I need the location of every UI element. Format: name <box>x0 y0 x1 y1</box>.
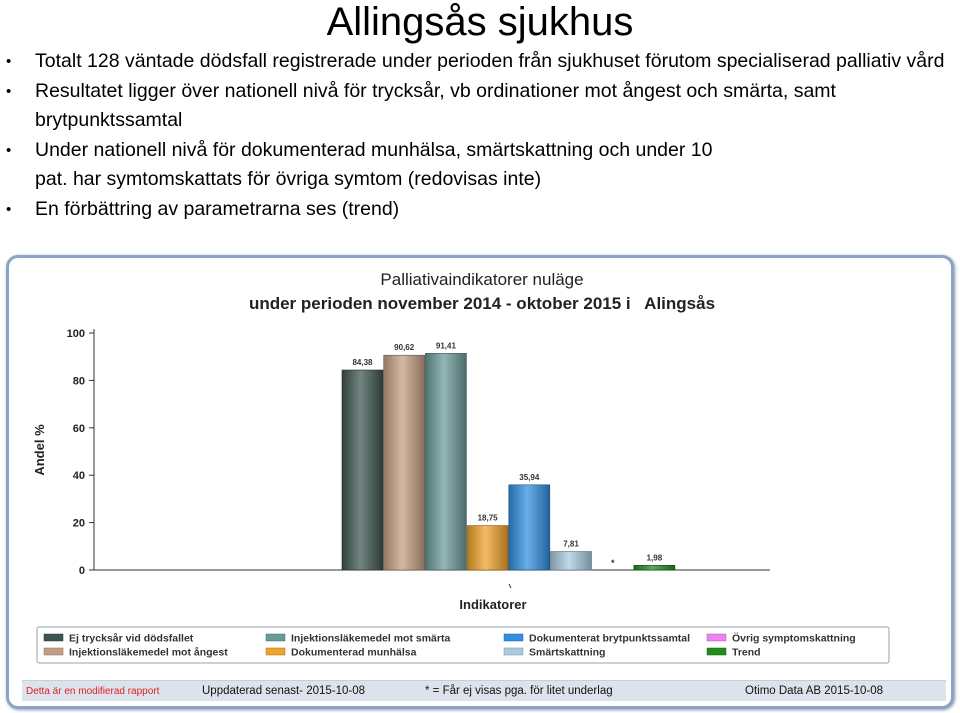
bar <box>509 485 550 570</box>
bullet-dot-icon: • <box>6 200 12 218</box>
legend-label: Dokumenterad munhälsa <box>291 646 417 659</box>
footer-source: Otimo Data AB 2015-10-08 <box>745 685 884 697</box>
footer-modified-note: Detta är en modifierad rapport <box>26 686 160 697</box>
bar <box>425 353 466 570</box>
bullet-text: En förbättring av parametrarna ses (trend) <box>35 197 400 220</box>
bar-value-label: 7,81 <box>563 539 579 549</box>
y-tick-label: 100 <box>66 328 85 340</box>
bullet-text: Totalt 128 väntade dödsfall registrerade under perioden från sjukhuset förutom specialiserad palliativ vård <box>35 50 945 72</box>
legend-swatch <box>504 648 523 655</box>
bullet-dot-icon: • <box>6 141 12 159</box>
bar <box>384 355 425 570</box>
legend-label: Övrig symptomskattning <box>732 632 856 645</box>
x-axis-label: Indikatorer <box>459 597 527 612</box>
bar-value-label: 90,62 <box>394 343 415 353</box>
y-axis-label: Andel % <box>32 424 47 476</box>
legend-swatch <box>266 648 285 655</box>
bullet-dot-icon: • <box>6 82 12 100</box>
bar <box>551 551 592 570</box>
bar-value-label: 35,94 <box>519 472 540 482</box>
legend-swatch <box>44 648 63 655</box>
y-tick-label: 0 <box>78 565 85 577</box>
legend-swatch <box>707 634 726 641</box>
slide-title: Allingsås sjukhus <box>326 0 634 44</box>
bar-value-label: 1,98 <box>646 553 663 563</box>
bar <box>634 565 675 570</box>
footer-updated: Uppdaterad senast- 2015-10-08 <box>202 685 366 697</box>
legend-label: Injektionsläkemedel mot smärta <box>291 632 451 645</box>
legend-label: Trend <box>732 646 761 659</box>
y-tick-label: 20 <box>72 517 85 530</box>
legend-label: Dokumenterat brytpunktssamtal <box>529 632 691 645</box>
chart-subtitle: under perioden november 2014 - oktober 2015 i Alingsås <box>248 294 716 313</box>
bar-value-label: 84,38 <box>352 358 373 368</box>
footer-suppression-note: * = Får ej visas pga. för litet underlag <box>425 685 613 697</box>
y-tick-label: 40 <box>72 470 85 483</box>
legend-swatch <box>707 648 726 655</box>
bar-value-label: 18,75 <box>477 513 498 523</box>
bar <box>342 370 383 570</box>
legend-label: Smärtskattning <box>529 646 606 659</box>
legend-swatch <box>504 634 523 641</box>
y-tick-label: 80 <box>72 375 85 388</box>
bar-value-label: 91,41 <box>435 341 456 351</box>
bar <box>467 526 508 570</box>
y-tick-label: 60 <box>72 422 85 435</box>
legend-label: Injektionsläkemedel mot ångest <box>69 646 228 659</box>
legend-swatch <box>266 634 285 641</box>
x-category-tick <box>509 584 511 588</box>
bullet-dot-icon: • <box>6 53 12 70</box>
bullet-text: Resultatet ligger över nationell nivå för trycksår, vb ordinationer mot ångest och smärta, samt brytpunktssamtal <box>35 79 836 131</box>
bullet-text: Under nationell nivå för dokumenterad munhälsa, smärtskattning och under 10 pat. har symtomskattats för övriga symtom (redovisas inte) <box>35 138 713 190</box>
legend-label: Ej trycksår vid dödsfallet <box>69 632 194 645</box>
chart-title: Palliativaindikatorer nuläge <box>380 270 584 289</box>
bar-value-label: * <box>610 558 615 568</box>
legend-swatch <box>44 634 63 641</box>
